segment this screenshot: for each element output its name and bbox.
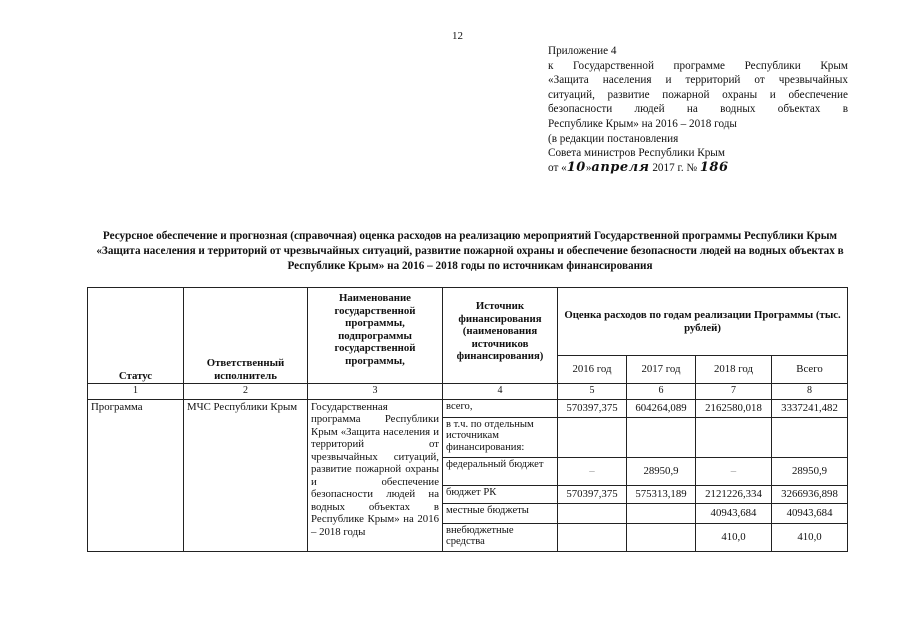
table-row bbox=[88, 399, 848, 417]
value-total: 3266936,898 bbox=[772, 485, 848, 503]
value-total bbox=[772, 417, 848, 457]
column-number: 1 bbox=[88, 384, 184, 400]
appendix-line: ситуаций, развитие пожарной охраны и обеспечение bbox=[548, 88, 848, 101]
header-row bbox=[88, 288, 848, 356]
source-cell: внебюджетные средства bbox=[443, 523, 558, 551]
source-cell: в т.ч. по отдельным источникам финансирования: bbox=[443, 417, 558, 457]
value-2018: 2162580,018 bbox=[696, 399, 772, 417]
executor-cell: МЧС Республики Крым bbox=[184, 399, 308, 551]
column-number: 2 bbox=[184, 384, 308, 400]
value-2017: 604264,089 bbox=[627, 399, 696, 417]
value-2016: 570397,375 bbox=[558, 399, 627, 417]
column-number: 3 bbox=[308, 384, 443, 400]
column-number: 7 bbox=[696, 384, 772, 400]
header-2016: 2016 год bbox=[558, 356, 627, 384]
value-total: 28950,9 bbox=[772, 457, 848, 485]
column-number: 5 bbox=[558, 384, 627, 400]
value-2017: 575313,189 bbox=[627, 485, 696, 503]
status-cell: Программа bbox=[88, 399, 184, 551]
header-total: Всего bbox=[772, 356, 848, 384]
value-2017 bbox=[627, 523, 696, 551]
header-program-name: Наименование государственной программы, подпрограммы государственной программы, bbox=[308, 288, 443, 384]
value-total: 410,0 bbox=[772, 523, 848, 551]
date-prefix: от « bbox=[548, 161, 567, 174]
value-2016: – bbox=[558, 457, 627, 485]
header-status: Статус bbox=[88, 288, 184, 384]
value-2018: 410,0 bbox=[696, 523, 772, 551]
appendix-line: безопасности людей на водных объектах в bbox=[548, 103, 848, 116]
date-mid: » bbox=[585, 161, 592, 174]
value-2018: – bbox=[696, 457, 772, 485]
column-number: 4 bbox=[443, 384, 558, 400]
appendix-line: Приложение 4 bbox=[548, 45, 617, 57]
header-2018: 2018 год bbox=[696, 356, 772, 384]
value-2017 bbox=[627, 417, 696, 457]
appendix-line: (в редакции постановления bbox=[548, 132, 679, 145]
value-2016 bbox=[558, 503, 627, 523]
header-source: Источник финансирования (наименования источников финансирования) bbox=[443, 288, 558, 384]
value-2017 bbox=[627, 503, 696, 523]
program-name-cell: Государственная программа Республики Крым «Защита населения и территорий от чрезвычайных ситуаций, развитие пожарной охраны и обеспечение безопасности людей на водных объектах в Республике Крым» на 2016 – 2018 годы bbox=[308, 399, 443, 551]
column-numbers-row bbox=[88, 384, 848, 400]
value-2018 bbox=[696, 417, 772, 457]
value-2016 bbox=[558, 417, 627, 457]
header-2017: 2017 год bbox=[627, 356, 696, 384]
value-2018: 40943,684 bbox=[696, 503, 772, 523]
header-estimate: Оценка расходов по годам реализации Программы (тыс. рублей) bbox=[558, 288, 848, 356]
funding-table bbox=[87, 287, 848, 552]
source-cell: местные бюджеты bbox=[443, 503, 558, 523]
source-cell: всего, bbox=[443, 399, 558, 417]
date-year: 2017 г. № bbox=[649, 161, 700, 174]
value-2017: 28950,9 bbox=[627, 457, 696, 485]
handwritten-day: 10 bbox=[566, 159, 586, 175]
value-2018: 2121226,334 bbox=[696, 485, 772, 503]
column-number: 8 bbox=[772, 384, 848, 400]
appendix-line: к Государственной программе Республики Крым bbox=[548, 59, 848, 72]
value-total: 40943,684 bbox=[772, 503, 848, 523]
handwritten-number: 186 bbox=[699, 159, 729, 175]
value-total: 3337241,482 bbox=[772, 399, 848, 417]
appendix-header bbox=[548, 44, 848, 175]
source-cell: федеральный бюджет bbox=[443, 457, 558, 485]
value-2016: 570397,375 bbox=[558, 485, 627, 503]
source-cell: бюджет РК bbox=[443, 485, 558, 503]
appendix-line: «Защита населения и территорий от чрезвычайных bbox=[548, 74, 848, 87]
document-title: Ресурсное обеспечение и прогнозная (справочная) оценка расходов на реализацию мероприятий Государственной программы Республики Крым «Защита населения и территорий от чрезвычайных ситуаций, развитие пожарной охраны и обеспечение безопасности людей на водных объектах в Республике Крым» на 2016 – 2018 годы по источникам финансирования bbox=[96, 230, 844, 272]
header-executor: Ответственный исполнитель bbox=[184, 288, 308, 384]
page-number: 12 bbox=[452, 30, 463, 42]
appendix-line: Совета министров Республики Крым bbox=[548, 147, 725, 160]
appendix-date-line bbox=[548, 161, 848, 176]
column-number: 6 bbox=[627, 384, 696, 400]
value-2016 bbox=[558, 523, 627, 551]
appendix-line: Республике Крым» на 2016 – 2018 годы bbox=[548, 117, 737, 130]
handwritten-month: апреля bbox=[591, 159, 650, 175]
